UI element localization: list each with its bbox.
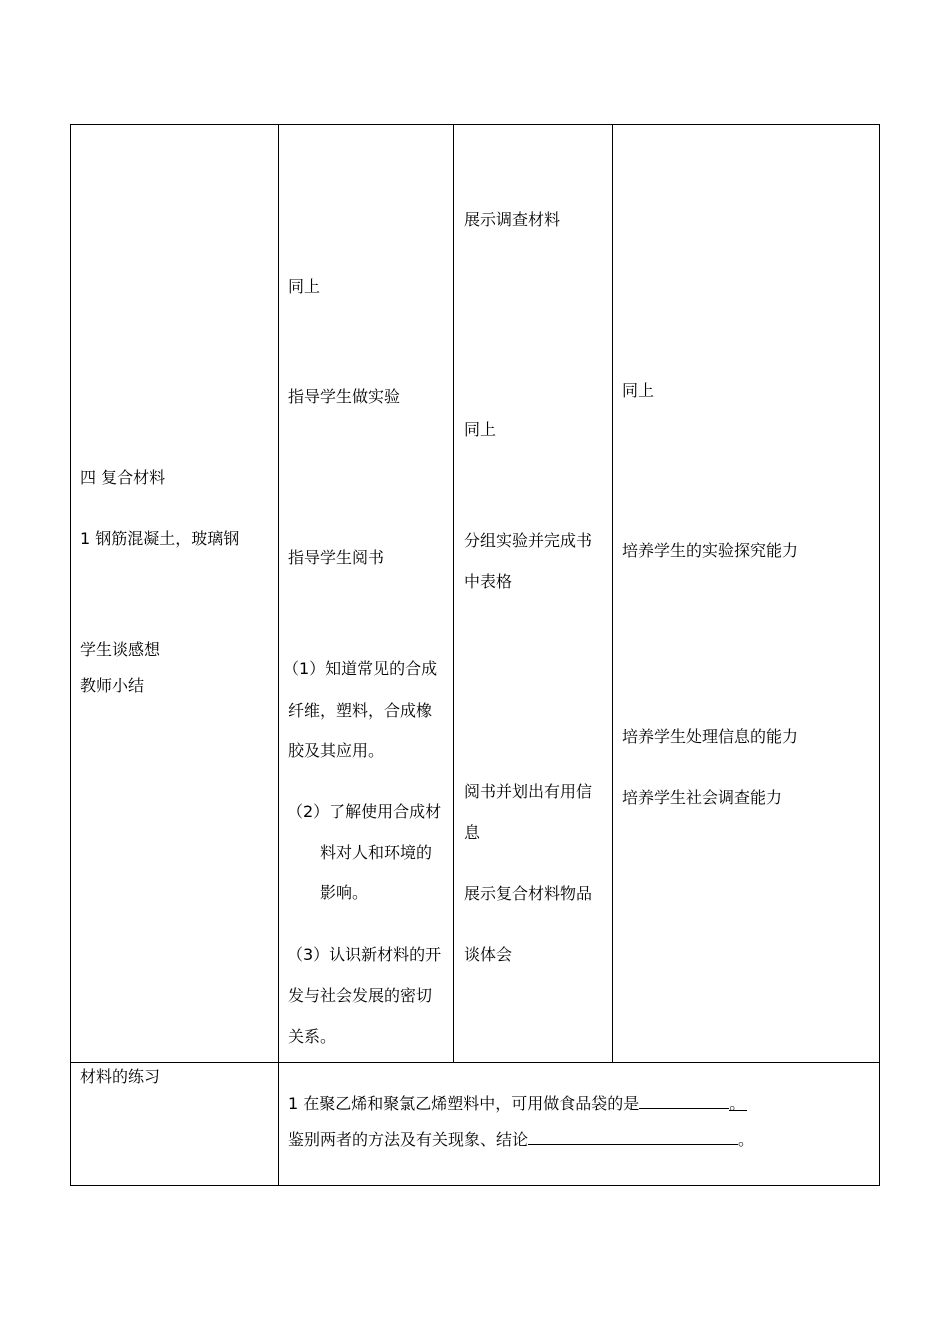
cell-text: 同上 xyxy=(288,277,321,296)
table-column-divider xyxy=(278,124,279,1186)
table-border-left xyxy=(70,124,71,1186)
cell-text: 培养学生处理信息的能力 xyxy=(622,727,799,746)
table-column-divider xyxy=(453,124,454,1063)
answer-blank xyxy=(639,1092,729,1109)
table-column-divider xyxy=(612,124,613,1063)
exercise-label: 材料的练习 xyxy=(80,1067,161,1086)
answer-blank xyxy=(528,1128,738,1145)
question-end: 。 xyxy=(738,1130,755,1149)
cell-text: 同上 xyxy=(622,381,655,400)
table-border-top xyxy=(70,124,880,125)
question-end: 。 xyxy=(729,1094,746,1113)
table-row-divider xyxy=(70,1062,880,1063)
question-text: 1 在聚乙烯和聚氯乙烯塑料中，可用做食品袋的是 xyxy=(288,1094,640,1113)
cell-text: 指导学生做实验 xyxy=(288,387,401,406)
cell-text: 同上 xyxy=(464,420,497,439)
topic-text: 教师小结 xyxy=(80,676,145,695)
objective-line: 胶及其应用。 xyxy=(288,741,385,760)
cell-text: 培养学生社会调查能力 xyxy=(622,788,783,807)
cell-text: 息 xyxy=(464,823,481,842)
topic-text: 学生谈感想 xyxy=(80,640,161,659)
objective-line: 发与社会发展的密切 xyxy=(288,986,433,1005)
cell-text: 培养学生的实验探究能力 xyxy=(622,541,799,560)
cell-text: 谈体会 xyxy=(464,945,513,964)
exercise-question xyxy=(288,1128,754,1150)
objective-line: （1）知道常见的合成 xyxy=(283,659,438,678)
section-heading: 四 复合材料 xyxy=(80,468,166,487)
table-border-bottom xyxy=(70,1185,880,1186)
cell-text: 展示复合材料物品 xyxy=(464,884,593,903)
exercise-question xyxy=(288,1092,747,1114)
topic-item: 1 钢筋混凝土，玻璃钢 xyxy=(80,529,240,548)
objective-line: （2）了解使用合成材 xyxy=(287,802,442,821)
objective-line: 关系。 xyxy=(288,1027,337,1046)
objective-line: 影响。 xyxy=(320,883,369,902)
table-border-right xyxy=(879,124,880,1186)
question-text: 鉴别两者的方法及有关现象、结论 xyxy=(288,1130,529,1149)
cell-text: 分组实验并完成书 xyxy=(464,531,593,550)
objective-line: 料对人和环境的 xyxy=(320,843,433,862)
objective-line: （3）认识新材料的开 xyxy=(287,945,442,964)
objective-line: 纤维，塑料，合成橡 xyxy=(288,701,433,720)
cell-text: 指导学生阅书 xyxy=(288,548,385,567)
cell-text: 阅书并划出有用信 xyxy=(464,782,593,801)
cell-text: 展示调查材料 xyxy=(464,210,561,229)
cell-text: 中表格 xyxy=(464,572,513,591)
